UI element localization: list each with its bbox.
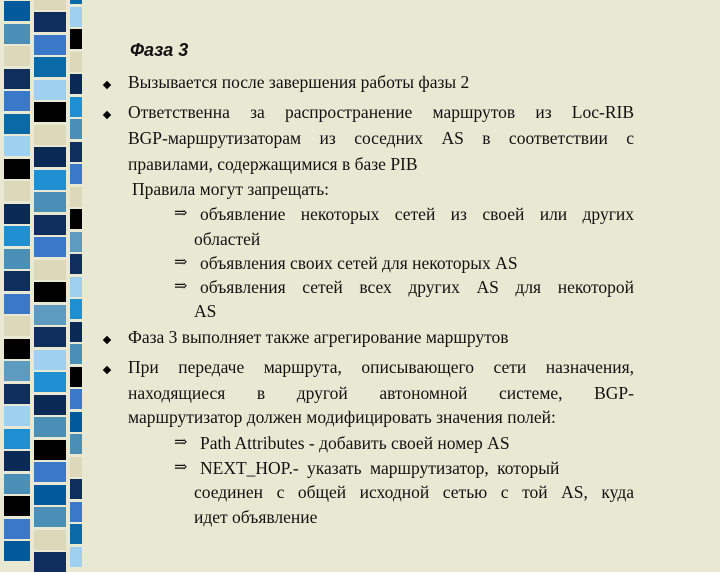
list-item-text: маршрутизатор должен модифицировать значения полей: <box>128 407 556 427</box>
stripe-block <box>34 462 66 482</box>
stripe-block <box>34 57 66 77</box>
stripe-block <box>70 29 82 49</box>
sublist-item-text: NEXT_HOP.- указать маршрутизатор, который <box>200 458 560 478</box>
stripe-block <box>70 367 82 387</box>
stripe-block <box>70 322 82 342</box>
stripe-block <box>34 12 66 32</box>
stripe-block <box>4 541 30 561</box>
stripe-block <box>34 80 66 100</box>
list-item-text: Ответственна за распространение маршрутов из Loc-RIB <box>128 102 634 122</box>
stripe-block <box>70 142 82 162</box>
stripe-block <box>70 547 82 567</box>
list-item-text: находящиеся в другой автономной системе, BGP- <box>128 383 634 403</box>
stripe-block <box>70 299 82 319</box>
stripe-block <box>70 457 82 477</box>
stripe-block <box>34 372 66 392</box>
stripe-block <box>34 552 66 572</box>
bullet-icon <box>103 81 111 89</box>
stripe-block <box>4 496 30 516</box>
stripe-block <box>70 434 82 454</box>
double-arrow-icon: ⇒ <box>174 459 188 476</box>
double-arrow-icon: ⇒ <box>174 205 188 222</box>
stripe-block <box>34 507 66 527</box>
list-item-text: Вызывается после завершения работы фазы 2 <box>128 72 470 92</box>
stripe-block <box>70 187 82 207</box>
slide-title: Фаза 3 <box>130 40 189 60</box>
stripe-block <box>70 344 82 364</box>
stripe-block <box>4 24 30 44</box>
stripe-block <box>4 429 30 449</box>
stripe-block <box>70 412 82 432</box>
stripe-block <box>4 384 30 404</box>
sublist-item-text: соединен с общей исходной сетью с той AS, куда <box>194 482 634 502</box>
stripe-block <box>4 1 30 21</box>
stripe-block <box>4 159 30 179</box>
decorative-stripe-bar <box>0 0 86 540</box>
list-item-text: При передаче маршрута, описывающего сети назначения, <box>128 357 634 377</box>
sublist-item-text: AS <box>194 301 217 321</box>
stripe-block <box>4 204 30 224</box>
stripe-block <box>34 147 66 167</box>
double-arrow-icon: ⇒ <box>174 278 188 295</box>
sublist-item-text: объявление некоторых сетей из своей или других <box>200 204 634 224</box>
stripe-block <box>34 35 66 55</box>
stripe-block <box>4 271 30 291</box>
stripe-block <box>34 215 66 235</box>
stripe-block <box>34 350 66 370</box>
stripe-block <box>70 389 82 409</box>
stripe-block <box>34 485 66 505</box>
stripe-block <box>4 474 30 494</box>
stripe-block <box>70 479 82 499</box>
sublist-item-text: областей <box>194 229 261 249</box>
stripe-block <box>70 232 82 252</box>
stripe-block <box>34 237 66 257</box>
stripe-block <box>4 114 30 134</box>
stripe-block <box>34 440 66 460</box>
stripe-block <box>4 249 30 269</box>
stripe-block <box>4 91 30 111</box>
stripe-block <box>34 395 66 415</box>
stripe-block <box>34 170 66 190</box>
list-item-text: Фаза 3 выполняет также агрегирование маршрутов <box>128 327 509 347</box>
stripe-block <box>4 406 30 426</box>
stripe-block <box>4 46 30 66</box>
stripe-block <box>34 125 66 145</box>
stripe-block <box>70 277 82 297</box>
stripe-block <box>4 339 30 359</box>
stripe-block <box>4 136 30 156</box>
stripe-block <box>4 451 30 471</box>
sublist-item-text: Path Attributes - добавить своей номер AS <box>200 433 510 453</box>
stripe-block <box>4 226 30 246</box>
stripe-block <box>4 519 30 539</box>
stripe-block <box>34 260 66 280</box>
stripe-block <box>34 530 66 550</box>
stripe-block <box>4 316 30 336</box>
stripe-block <box>70 97 82 117</box>
stripe-block <box>34 327 66 347</box>
rules-heading: Правила могут запрещать: <box>132 179 330 199</box>
stripe-block <box>34 305 66 325</box>
stripe-block <box>70 7 82 27</box>
stripe-block <box>34 282 66 302</box>
stripe-block <box>70 74 82 94</box>
bullet-icon <box>103 366 111 374</box>
stripe-block <box>70 502 82 522</box>
stripe-block <box>34 0 66 10</box>
stripe-block <box>70 524 82 544</box>
list-item-text: правилами, содержащимися в базе PIB <box>128 154 418 174</box>
bullet-icon <box>103 336 111 344</box>
stripe-block <box>34 102 66 122</box>
stripe-block <box>4 181 30 201</box>
sublist-item-text: объявления своих сетей для некоторых AS <box>200 253 518 273</box>
double-arrow-icon: ⇒ <box>174 254 188 271</box>
sublist-item-text: идет объявление <box>194 507 318 527</box>
stripe-block <box>34 417 66 437</box>
stripe-block <box>70 209 82 229</box>
stripe-block <box>4 294 30 314</box>
stripe-block <box>70 119 82 139</box>
sublist-item-text: объявления сетей всех других AS для некоторой <box>200 277 634 297</box>
stripe-block <box>4 361 30 381</box>
stripe-block <box>4 69 30 89</box>
stripe-block <box>34 192 66 212</box>
stripe-block <box>70 52 82 72</box>
stripe-block <box>70 164 82 184</box>
bullet-icon <box>103 111 111 119</box>
list-item-text: BGP-маршрутизаторам из соседних AS в соответствии с <box>128 128 634 148</box>
stripe-block <box>70 0 82 4</box>
stripe-block <box>70 254 82 274</box>
double-arrow-icon: ⇒ <box>174 434 188 451</box>
